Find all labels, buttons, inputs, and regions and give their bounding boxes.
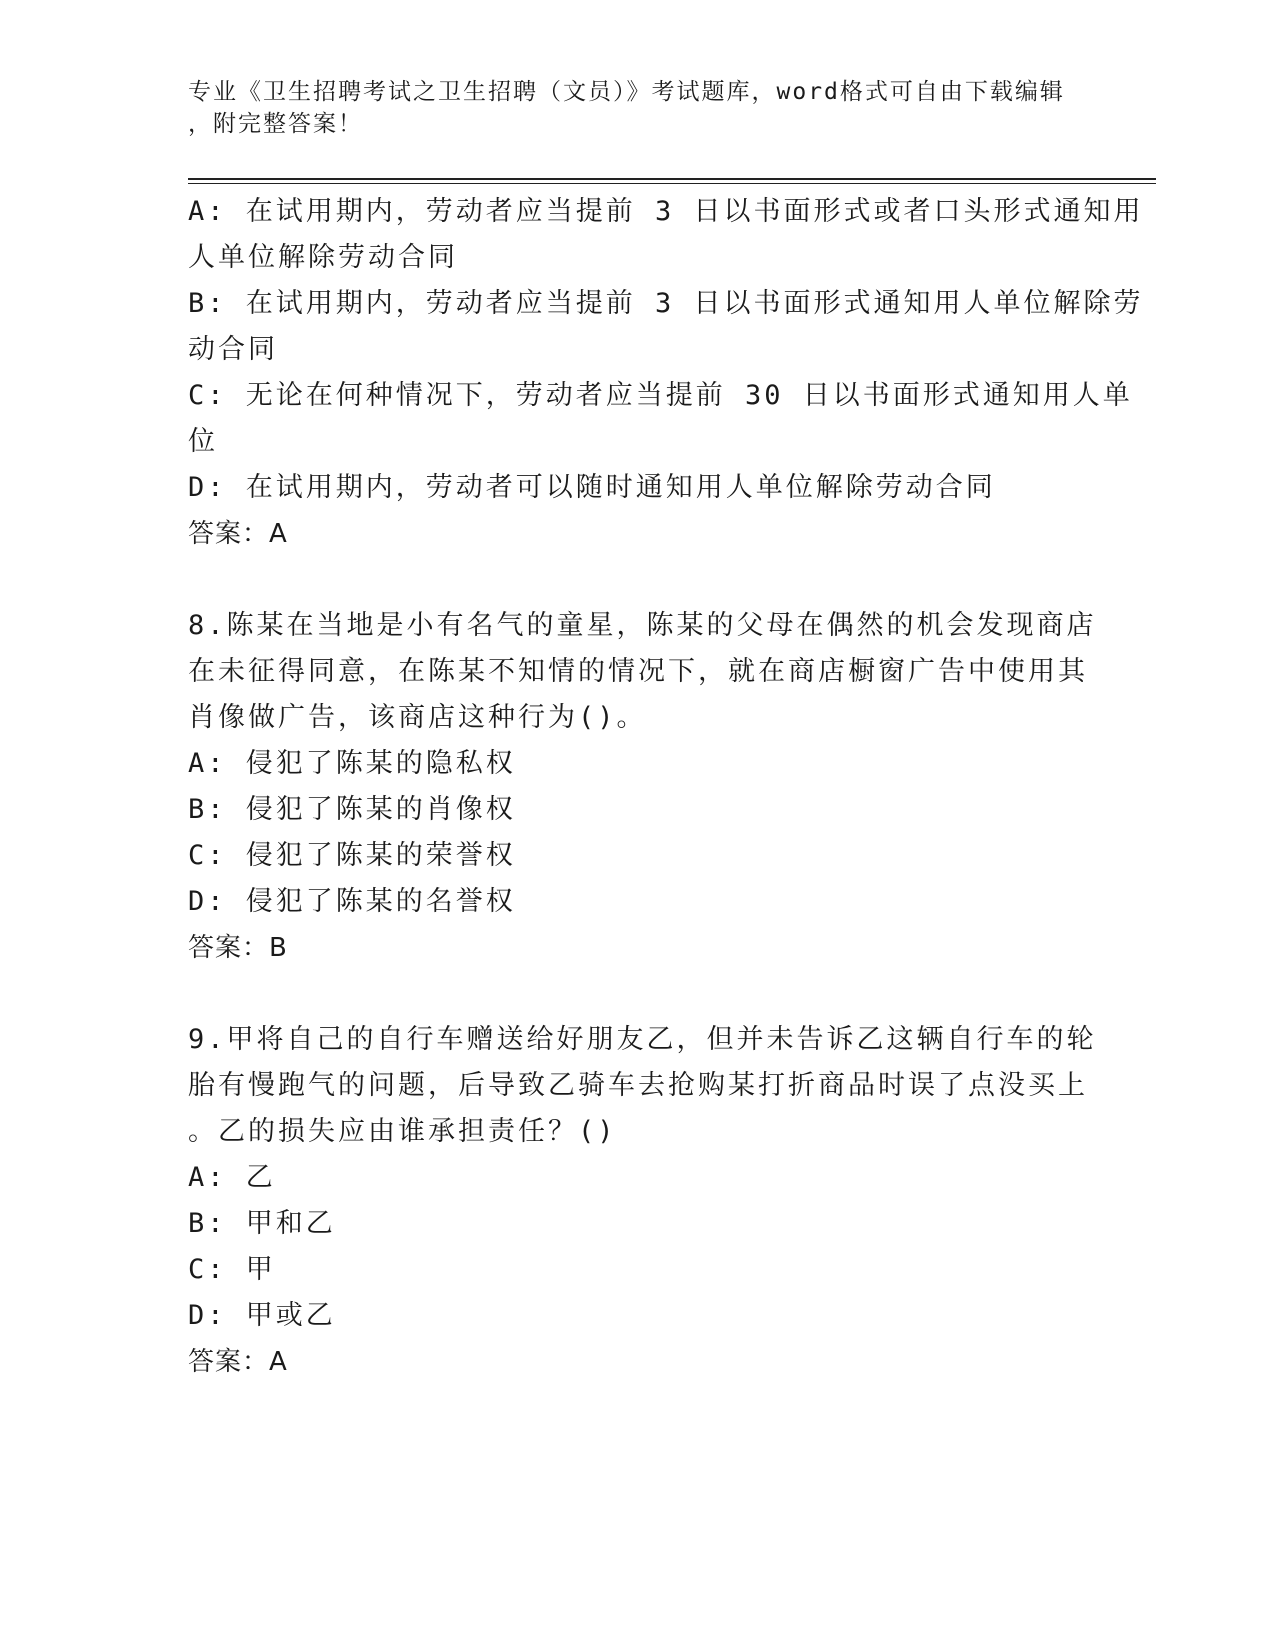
option-b-line-1: B: 在试用期内，劳动者应当提前 3 日以书面形式通知用人单位解除劳 [188, 288, 1144, 319]
question-9 [188, 1017, 1097, 1385]
answer-label: 答案：A [188, 1347, 288, 1377]
option-a: A: 侵犯了陈某的隐私权 [188, 748, 516, 779]
option-d: D: 甲或乙 [188, 1300, 336, 1331]
option-a-line-2: 人单位解除劳动合同 [188, 242, 458, 273]
option-c: C: 甲 [188, 1254, 276, 1285]
option-a-line-1: A: 在试用期内，劳动者应当提前 3 日以书面形式或者口头形式通知用 [188, 196, 1144, 227]
header-title-line-1: 专业《卫生招聘考试之卫生招聘（文员）》考试题库，word格式可自由下载编辑 [188, 79, 1065, 105]
option-c-line-1: C: 无论在何种情况下，劳动者应当提前 30 日以书面形式通知用人单 [188, 380, 1133, 411]
question-spacer [188, 971, 1088, 1017]
option-d: D: 侵犯了陈某的名誉权 [188, 886, 516, 917]
question-stem-line-2: 胎有慢跑气的问题，后导致乙骑车去抢购某打折商品时误了点没买上 [188, 1070, 1088, 1101]
header-divider-thick [188, 178, 1156, 180]
question-stem-line-1: 9.甲将自己的自行车赠送给好朋友乙，但并未告诉乙这辆自行车的轮 [188, 1024, 1097, 1055]
option-b: B: 甲和乙 [188, 1208, 336, 1239]
option-b-line-2: 动合同 [188, 334, 278, 365]
option-b: B: 侵犯了陈某的肖像权 [188, 794, 516, 825]
question-stem-line-2: 在未征得同意，在陈某不知情的情况下，就在商店橱窗广告中使用其 [188, 656, 1088, 687]
header-divider-thin [188, 183, 1156, 184]
answer-label: 答案：B [188, 933, 288, 963]
question-list [188, 189, 1144, 1385]
option-a: A: 乙 [188, 1162, 276, 1193]
option-c-line-2: 位 [188, 426, 218, 457]
document-header [188, 76, 1068, 140]
question-stem-line-3: 肖像做广告，该商店这种行为()。 [188, 702, 647, 733]
question-stem-line-3: 。乙的损失应由谁承担责任？() [188, 1116, 617, 1147]
option-c: C: 侵犯了陈某的荣誉权 [188, 840, 516, 871]
question-spacer [188, 557, 1088, 603]
option-d: D: 在试用期内，劳动者可以随时通知用人单位解除劳动合同 [188, 472, 996, 503]
answer-label: 答案：A [188, 519, 288, 549]
header-title-line-2: ，附完整答案！ [188, 111, 363, 137]
question-7 [188, 189, 1144, 557]
question-8 [188, 603, 1097, 971]
question-stem-line-1: 8.陈某在当地是小有名气的童星，陈某的父母在偶然的机会发现商店 [188, 610, 1097, 641]
